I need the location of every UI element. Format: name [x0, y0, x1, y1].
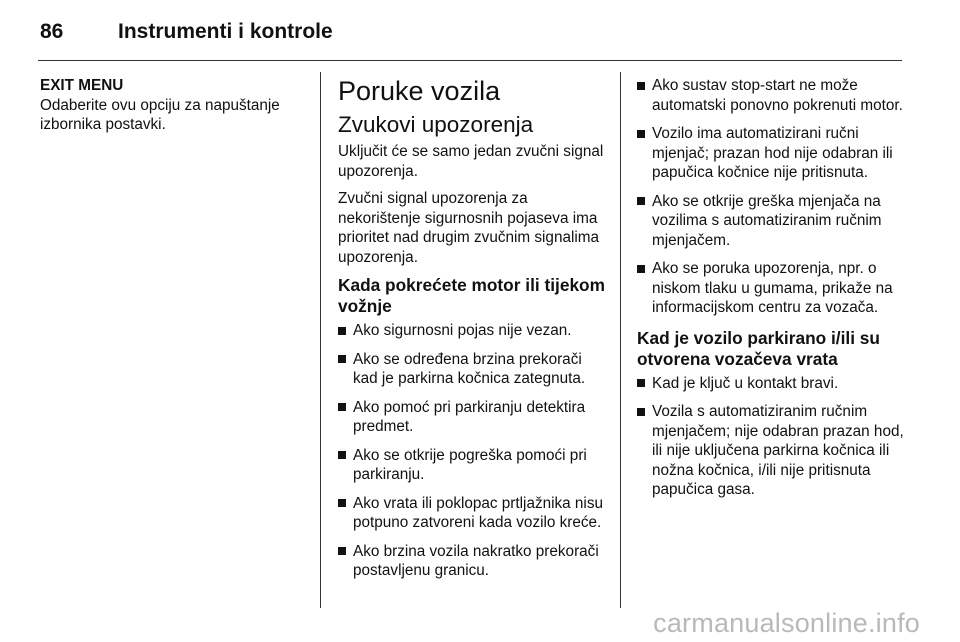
page-header [38, 18, 902, 58]
parked-conditions-list [637, 374, 905, 500]
list-item: Ako se otkrije pogreška pomoći pri parkiranju. [338, 446, 608, 485]
list-item: Ako sustav stop-start ne može automatski ponovno pokrenuti motor. [637, 76, 905, 115]
list-item: Ako se otkrije greška mjenjača na vozilima s automatiziranim ručnim mjenjačem. [637, 192, 905, 251]
list-item: Vozila s automatiziranim ručnim mjenjačem; nije odabran prazan hod, ili nije uključena parkirna kočnica ili nožna kočnica, i/ili nije pritisnuta papučica gasa. [637, 402, 905, 500]
bullet-icon [338, 499, 346, 507]
column-1 [40, 76, 308, 135]
warning-conditions-list [637, 76, 905, 318]
header-divider [38, 60, 902, 61]
parked-conditions-heading: Kad je vozilo parkirano i/ili su otvorena vozačeva vrata [637, 327, 880, 369]
section-title: Poruke vozila [338, 76, 501, 106]
driving-conditions-heading: Kada pokrećete motor ili tijekom vožnje [338, 275, 605, 316]
paragraph-seatbelt-priority: Zvučni signal upozorenja za nekorištenje sigurnosnih pojaseva ima prioritet nad drugim zvučnim signalima upozorenja. [338, 190, 600, 266]
subsection-title: Zvukovi upozorenja [338, 112, 534, 137]
list-item: Ako se određena brzina prekorači kad je parkirna kočnica zategnuta. [338, 350, 608, 389]
bullet-icon [338, 547, 346, 555]
bullet-icon [338, 355, 346, 363]
bullet-icon [637, 265, 645, 273]
bullet-icon [637, 130, 645, 138]
bullet-icon [637, 197, 645, 205]
list-item: Ako se poruka upozorenja, npr. o niskom tlaku u gumama, prikaže na informacijskom centru za vozača. [637, 259, 905, 318]
bullet-icon [637, 82, 645, 90]
list-item: Ako vrata ili poklopac prtljažnika nisu potpuno zatvoreni kada vozilo kreće. [338, 494, 608, 533]
watermark: carmanualsonline.info [653, 608, 920, 638]
page-title: Instrumenti i kontrole [118, 20, 333, 43]
exit-menu-label: EXIT MENU [40, 77, 124, 94]
list-item: Ako sigurnosni pojas nije vezan. [338, 321, 608, 341]
list-item: Ako brzina vozila nakratko prekorači postavljenu granicu. [338, 542, 608, 581]
driving-conditions-list [338, 321, 608, 581]
bullet-icon [637, 408, 645, 416]
list-item: Vozilo ima automatizirani ručni mjenjač; prazan hod nije odabran ili papučica kočnice nije pritisnuta. [637, 124, 905, 183]
list-item: Kad je ključ u kontakt bravi. [637, 374, 905, 394]
column-2 [338, 76, 608, 590]
column-divider-left [320, 72, 321, 608]
bullet-icon [338, 403, 346, 411]
list-item: Ako pomoć pri parkiranju detektira predmet. [338, 398, 608, 437]
page-number: 86 [40, 20, 64, 43]
bullet-icon [338, 327, 346, 335]
bullet-icon [637, 379, 645, 387]
column-divider-right [620, 72, 621, 608]
exit-menu-description: Odaberite ovu opciju za napuštanje izbornika postavki. [40, 96, 280, 133]
bullet-icon [338, 451, 346, 459]
column-3 [637, 76, 905, 509]
paragraph-single-signal: Uključit će se samo jedan zvučni signal upozorenja. [338, 143, 604, 180]
